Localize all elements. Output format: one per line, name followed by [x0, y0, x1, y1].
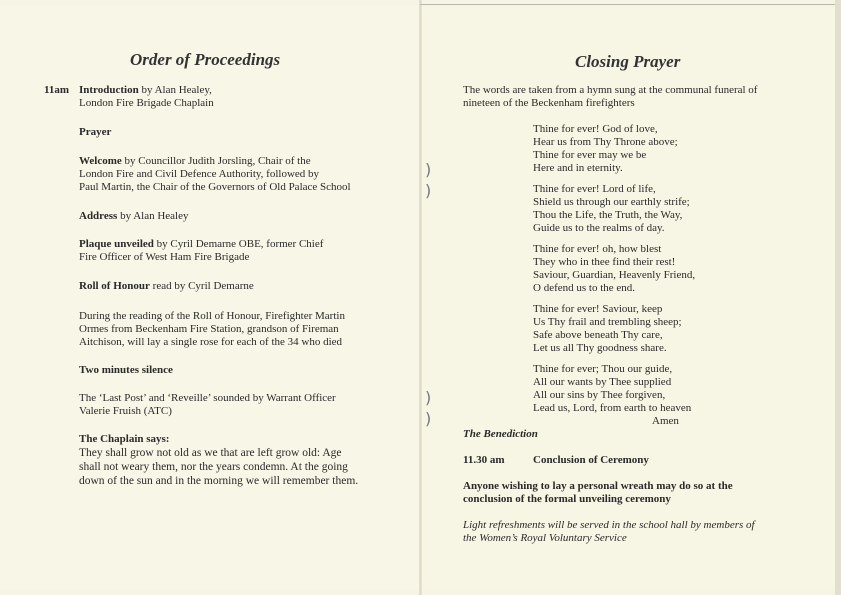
plaque-text: by Cyril Demarne OBE, former Chief — [153, 238, 324, 250]
hymn-verse-5 — [533, 363, 691, 415]
left-page-title: Order of Proceedings — [130, 50, 281, 69]
verse-line: Thine for ever! Lord of life, — [533, 183, 656, 195]
address-text: by Alan Healey — [117, 210, 189, 222]
verse-line: Guide us to the realms of day. — [533, 222, 665, 234]
during-line: Ormes from Beckenham Fire Station, grandson of Fireman — [79, 323, 339, 335]
last-post-paragraph — [79, 392, 336, 418]
address-item — [79, 210, 189, 223]
verse-line: Let us all Thy goodness share. — [533, 342, 667, 354]
chaplain-heading: The Chaplain says: — [79, 433, 170, 445]
verse-line: Here and in eternity. — [533, 162, 623, 174]
fold-bracket-mark: ) — [425, 181, 432, 200]
during-line: Aitchison, will lay a single rose for each of the 34 who died — [79, 336, 343, 348]
hymn-intro — [463, 84, 757, 110]
plaque-line2: Fire Officer of West Ham Fire Brigade — [79, 251, 250, 263]
last-post-line: The ‘Last Post’ and ‘Reveille’ sounded by Warrant Officer — [79, 392, 336, 404]
chaplain-line: shall not weary them, nor the years condemn. At the going — [79, 461, 348, 473]
verse-line: All our wants by Thee supplied — [533, 376, 672, 388]
benediction-heading: The Benediction — [463, 428, 538, 440]
welcome-item — [79, 155, 351, 194]
conclusion-time: 11.30 am — [463, 454, 505, 466]
wreath-line: Anyone wishing to lay a personal wreath may do so at the — [463, 480, 733, 492]
refreshments-line: the Women’s Royal Voluntary Service — [463, 532, 627, 544]
plaque-item — [79, 238, 323, 264]
introduction-item — [79, 84, 214, 110]
verse-line: Thine for ever; Thou our guide, — [533, 363, 673, 375]
conclusion-label: Conclusion of Ceremony — [533, 454, 649, 466]
fold-bracket-mark: ) — [425, 160, 432, 179]
verse-line: Lead us, Lord, from earth to heaven — [533, 402, 692, 414]
chaplain-text — [79, 446, 358, 488]
prayer-heading: Prayer — [79, 126, 112, 138]
hymn-intro-line: nineteen of the Beckenham firefighters — [463, 97, 635, 109]
introduction-text: by Alan Healey, — [138, 84, 212, 96]
verse-line: Thine for ever! God of love, — [533, 123, 658, 135]
page-fold — [419, 0, 422, 595]
roll-of-honour-item — [79, 280, 254, 293]
welcome-line2: London Fire and Civil Defence Authority, followed by — [79, 168, 320, 180]
chaplain-line: They shall grow not old as we that are left grow old: Age — [79, 447, 342, 459]
silence-heading: Two minutes silence — [79, 364, 173, 376]
verse-line: Hear us from Thy Throne above; — [533, 136, 678, 148]
refreshments-notice — [463, 519, 755, 545]
right-edge — [835, 0, 841, 595]
plaque-label: Plaque unveiled — [79, 238, 154, 250]
hymn-verse-1 — [533, 123, 678, 175]
address-label: Address — [79, 210, 118, 222]
welcome-label: Welcome — [79, 155, 122, 167]
wreath-notice — [463, 480, 733, 506]
roll-text: read by Cyril Demarne — [149, 280, 254, 292]
verse-line: O defend us to the end. — [533, 282, 636, 294]
verse-line: All our sins by Thee forgiven, — [533, 389, 666, 401]
verse-line: Us Thy frail and trembling sheep; — [533, 316, 682, 328]
fold-bracket-mark: ) — [425, 388, 432, 407]
amen-text: Amen — [652, 415, 679, 427]
refreshments-line: Light refreshments will be served in the school hall by members of — [463, 519, 755, 531]
during-paragraph — [79, 310, 345, 349]
right-page-title: Closing Prayer — [575, 52, 681, 71]
verse-line: Thou the Life, the Truth, the Way, — [533, 209, 683, 221]
verse-line: Thine for ever! oh, how blest — [533, 243, 662, 255]
hymn-intro-line: The words are taken from a hymn sung at the communal funeral of — [463, 84, 758, 96]
verse-line: Saviour, Guardian, Heavenly Friend, — [533, 269, 696, 281]
hymn-verse-3 — [533, 243, 695, 295]
hymn-verse-4 — [533, 303, 682, 355]
introduction-label: Introduction — [79, 84, 139, 96]
introduction-line2: London Fire Brigade Chaplain — [79, 97, 214, 109]
roll-label: Roll of Honour — [79, 280, 150, 292]
welcome-line3: Paul Martin, the Chair of the Governors of Old Palace School — [79, 181, 351, 193]
wreath-line: conclusion of the formal unveiling ceremony — [463, 493, 671, 505]
verse-line: Thine for ever! Saviour, keep — [533, 303, 663, 315]
during-line: During the reading of the Roll of Honour, Firefighter Martin — [79, 310, 345, 322]
welcome-text: by Councillor Judith Jorsling, Chair of the — [121, 155, 311, 167]
verse-line: Safe above beneath Thy care, — [533, 329, 663, 341]
verse-line: Thine for ever may we be — [533, 149, 647, 161]
verse-line: They who in thee find their rest! — [533, 256, 676, 268]
fold-bracket-mark: ) — [425, 409, 432, 428]
start-time: 11am — [44, 84, 70, 96]
last-post-line: Valerie Fruish (ATC) — [79, 405, 172, 417]
hymn-verse-2 — [533, 183, 690, 235]
top-edge-line — [420, 4, 836, 5]
chaplain-line: down of the sun and in the morning we will remember them. — [79, 475, 359, 487]
verse-line: Shield us through our earthly strife; — [533, 196, 690, 208]
